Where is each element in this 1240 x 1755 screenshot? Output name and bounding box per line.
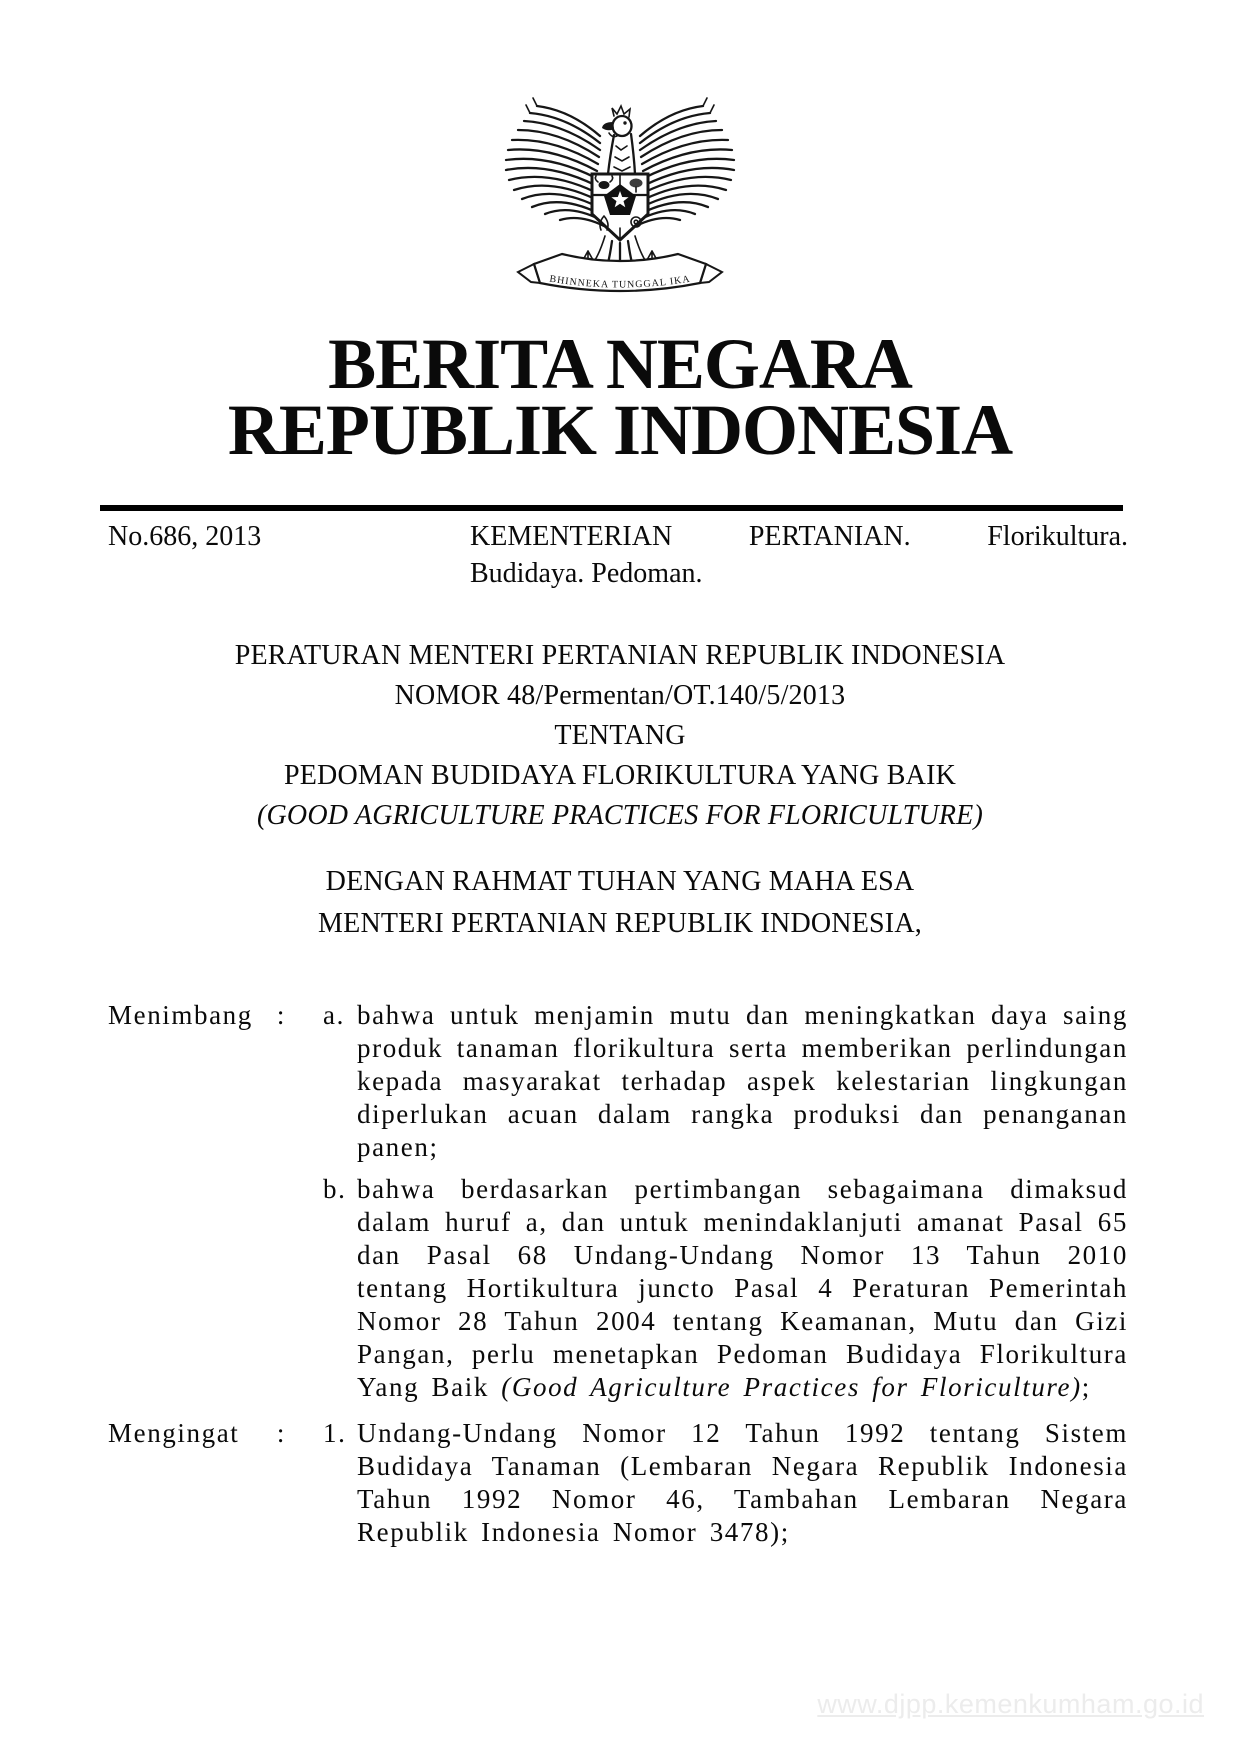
- menimbang-item-b-text: [357, 1173, 1128, 1404]
- garuda-pancasila-emblem: [500, 96, 740, 306]
- masthead-line2: REPUBLIK INDONESIA: [227, 390, 1013, 470]
- garuda-head: [602, 106, 632, 137]
- mengingat-word: Mengingat: [108, 1418, 240, 1448]
- invocation-line: DENGAN RAHMAT TUHAN YANG MAHA ESA: [325, 866, 915, 897]
- djpp-watermark: www.djpp.kemenkumham.go.id: [817, 1689, 1204, 1719]
- pancasila-shield: [592, 174, 648, 240]
- subject-word-2: PERTANIAN.: [748, 521, 911, 552]
- gazette-subject: [470, 518, 1128, 592]
- menimbang-colon: :: [276, 1000, 286, 1030]
- mengingat-colon: :: [276, 1418, 286, 1448]
- considerations-section: [0, 999, 1240, 1549]
- tentang-line: TENTANG: [554, 720, 686, 751]
- item-b-roman-text: bahwa berdasarkan pertimbangan sebagaimana dimaksud dalam huruf a, dan untuk menindaklanjuti amanat Pasal 65 dan Pasal 68 Undang-Undang Nomor 13 Tahun 2010 tentang Hortikultura juncto Pasal 4 Peraturan Pemerintah Nomor 28 Tahun 2004 tentang Keamanan, Mutu dan Gizi Pangan, perlu menetapkan Pedoman Budidaya Florikultura Yang Baik: [357, 1174, 1128, 1402]
- item-marker-b: b.: [323, 1174, 347, 1204]
- mengingat-label: [108, 1417, 286, 1450]
- gazette-header-row: [0, 518, 1240, 592]
- masthead-line1: BERITA NEGARA: [328, 324, 912, 404]
- left-wing: [506, 98, 604, 226]
- authority-line: MENTERI PERTANIAN REPUBLIK INDONESIA,: [318, 908, 922, 939]
- regulation-subject-english: (GOOD AGRICULTURE PRACTICES FOR FLORICULTURE): [256, 800, 983, 831]
- menimbang-row-a: [108, 999, 1128, 1164]
- masthead-title: [0, 324, 1240, 470]
- regulation-number-line: NOMOR 48/Permentan/OT.140/5/2013: [394, 680, 846, 711]
- menimbang-word: Menimbang: [108, 1000, 253, 1030]
- garuda-neck: [608, 134, 635, 174]
- item-b-terminator: ;: [1081, 1372, 1091, 1402]
- bull-symbol: [599, 181, 610, 189]
- regulation-title-block: [0, 636, 1240, 836]
- item-b-italic-text: (Good Agriculture Practices for Floriculture): [501, 1372, 1082, 1402]
- garuda-emblem-drawing: [500, 96, 740, 306]
- item-marker-a: a.: [323, 1000, 345, 1030]
- masthead-rule: [100, 505, 1123, 511]
- gazette-subject-line2: Budidaya. Pedoman.: [470, 558, 703, 589]
- regulation-title-line1: PERATURAN MENTERI PERTANIAN REPUBLIK INDONESIA: [234, 640, 1006, 671]
- mengingat-row-1: [108, 1417, 1128, 1549]
- gazette-subject-line1: [470, 518, 1128, 555]
- menimbang-label: [108, 999, 286, 1032]
- subject-word-1: KEMENTERIAN: [470, 521, 673, 552]
- preamble-block: [0, 861, 1240, 945]
- menimbang-row-b: [108, 1173, 1128, 1404]
- item-marker-1: 1.: [323, 1418, 347, 1448]
- regulation-subject-line: PEDOMAN BUDIDAYA FLORIKULTURA YANG BAIK: [283, 760, 957, 791]
- right-wing: [636, 98, 734, 226]
- menimbang-item-a-text: bahwa untuk menjamin mutu dan meningkatkan daya saing produk tanaman florikultura serta memberikan perlindungan kepada masyarakat terhadap aspek kelestarian lingkungan diperlukan acuan dalam rangka produksi dan penanganan panen;: [357, 1000, 1128, 1162]
- gazette-number: No.686, 2013: [108, 521, 262, 552]
- mengingat-item-1-text: Undang-Undang Nomor 12 Tahun 1992 tentang Sistem Budidaya Tanaman (Lembaran Negara Republik Indonesia Tahun 1992 Nomor 46, Tambahan Lembaran Negara Republik Indonesia Nomor 3478);: [357, 1418, 1128, 1547]
- subject-word-3: Florikultura.: [987, 521, 1128, 552]
- motto-text: BHINNEKA TUNGGAL IKA: [548, 273, 692, 291]
